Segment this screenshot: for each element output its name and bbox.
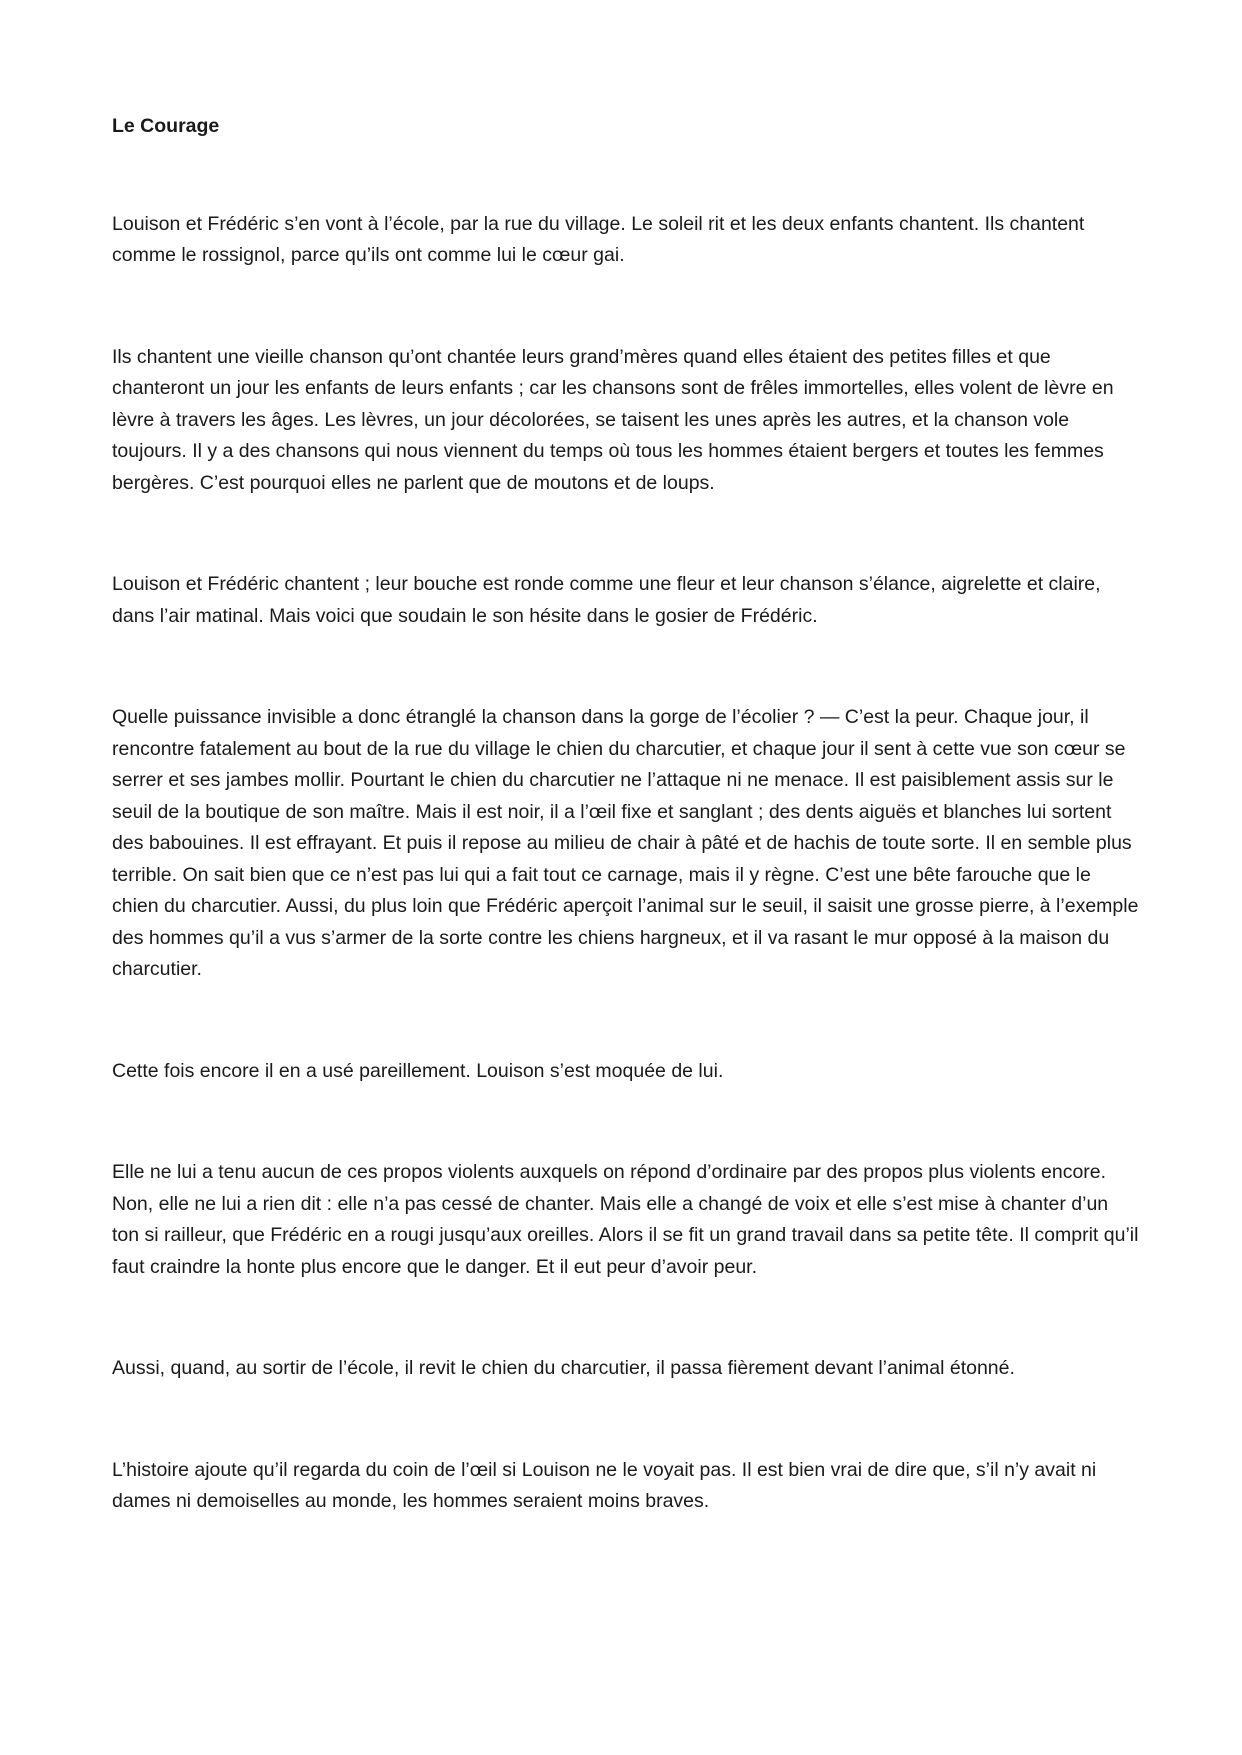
spacer xyxy=(112,1087,1140,1157)
paragraph-2: Ils chantent une vieille chanson qu’ont chantée leurs grand’mères quand elles étaient des petites filles et que chanteront un jour les enfants de leurs enfants ; car les chansons sont de frêles immortelles, elles volent de lèvre en lèvre à travers les âges. Les lèvres, un jour décolorées, se taisent les unes après les autres, et la chanson vole toujours. Il y a des chansons qui nous viennent du temps où tous les hommes étaient bergers et toutes les femmes bergères. C’est pourquoi elles ne parlent que de moutons et de loups. xyxy=(112,345,1114,494)
paragraph-4: Quelle puissance invisible a donc étranglé la chanson dans la gorge de l’écolier ? — C’est la peur. Chaque jour, il rencontre fatalement au bout de la rue du village le chien du charcutier, et chaque jour il sent à cette vue son cœur se serrer et ses jambes mollir. Pourtant le chien du charcutier ne l’attaque ni ne menace. Il est paisiblement assis sur le seuil de la boutique de son maître. Mais il est noir, il a l’œil fixe et sanglant ; des dents aiguës et blanches lui sortent des babouines. Il est effrayant. Et puis il repose au milieu de chair à pâté et de hachis de toute sorte. Il en semble plus terrible. On sait bien que ce n’est pas lui qui a fait tout ce carnage, mais il y règne. C’est une bête farouche que le chien du charcutier. Aussi, du plus loin que Frédéric aperçoit l’animal sur le seuil, il saisit une grosse pierre, à l’exemple des hommes qu’il a vus s’armer de la sorte contre les chiens hargneux, et il va rasant le mur opposé à la maison du charcutier. xyxy=(112,706,1139,980)
spacer xyxy=(112,499,1140,569)
spacer xyxy=(112,632,1140,702)
paragraph-8: L’histoire ajoute qu’il regarda du coin de l’œil si Louison ne le voyait pas. Il est bien vrai de dire que, s’il n’y avait ni dames ni demoiselles au monde, les hommes seraient moins braves. xyxy=(112,1458,1097,1512)
document-page xyxy=(112,111,1140,1518)
paragraph-1: Louison et Frédéric s’en vont à l’école, par la rue du village. Le soleil rit et les deux enfants chantent. Ils chantent comme le rossignol, parce qu’ils ont comme lui le cœur gai. xyxy=(112,212,1085,266)
document-title: Le Courage xyxy=(112,115,220,137)
spacer xyxy=(112,1385,1140,1455)
paragraph-7: Aussi, quand, au sortir de l’école, il revit le chien du charcutier, il passa fièrement devant l’animal étonné. xyxy=(112,1357,1015,1379)
spacer xyxy=(112,143,1140,209)
spacer xyxy=(112,986,1140,1056)
paragraph-5: Cette fois encore il en a usé pareillement. Louison s’est moquée de lui. xyxy=(112,1059,724,1082)
spacer xyxy=(112,272,1140,342)
paragraph-3: Louison et Frédéric chantent ; leur bouche est ronde comme une fleur et leur chanson s’élance, aigrelette et claire, dans l’air matinal. Mais voici que soudain le son hésite dans le gosier de Frédéric. xyxy=(112,573,1101,627)
spacer xyxy=(112,1283,1140,1353)
paragraph-6: Elle ne lui a tenu aucun de ces propos violents auxquels on répond d’ordinaire par des propos plus violents encore. Non, elle ne lui a rien dit : elle n’a pas cessé de chanter. Mais elle a changé de voix et elle s’est mise à chanter d’un ton si railleur, que Frédéric en a rougi jusqu’aux oreilles. Alors il se fit un grand travail dans sa petite tête. Il comprit qu’il faut craindre la honte plus encore que le danger. Et il eut peur d’avoir peur. xyxy=(112,1161,1139,1278)
